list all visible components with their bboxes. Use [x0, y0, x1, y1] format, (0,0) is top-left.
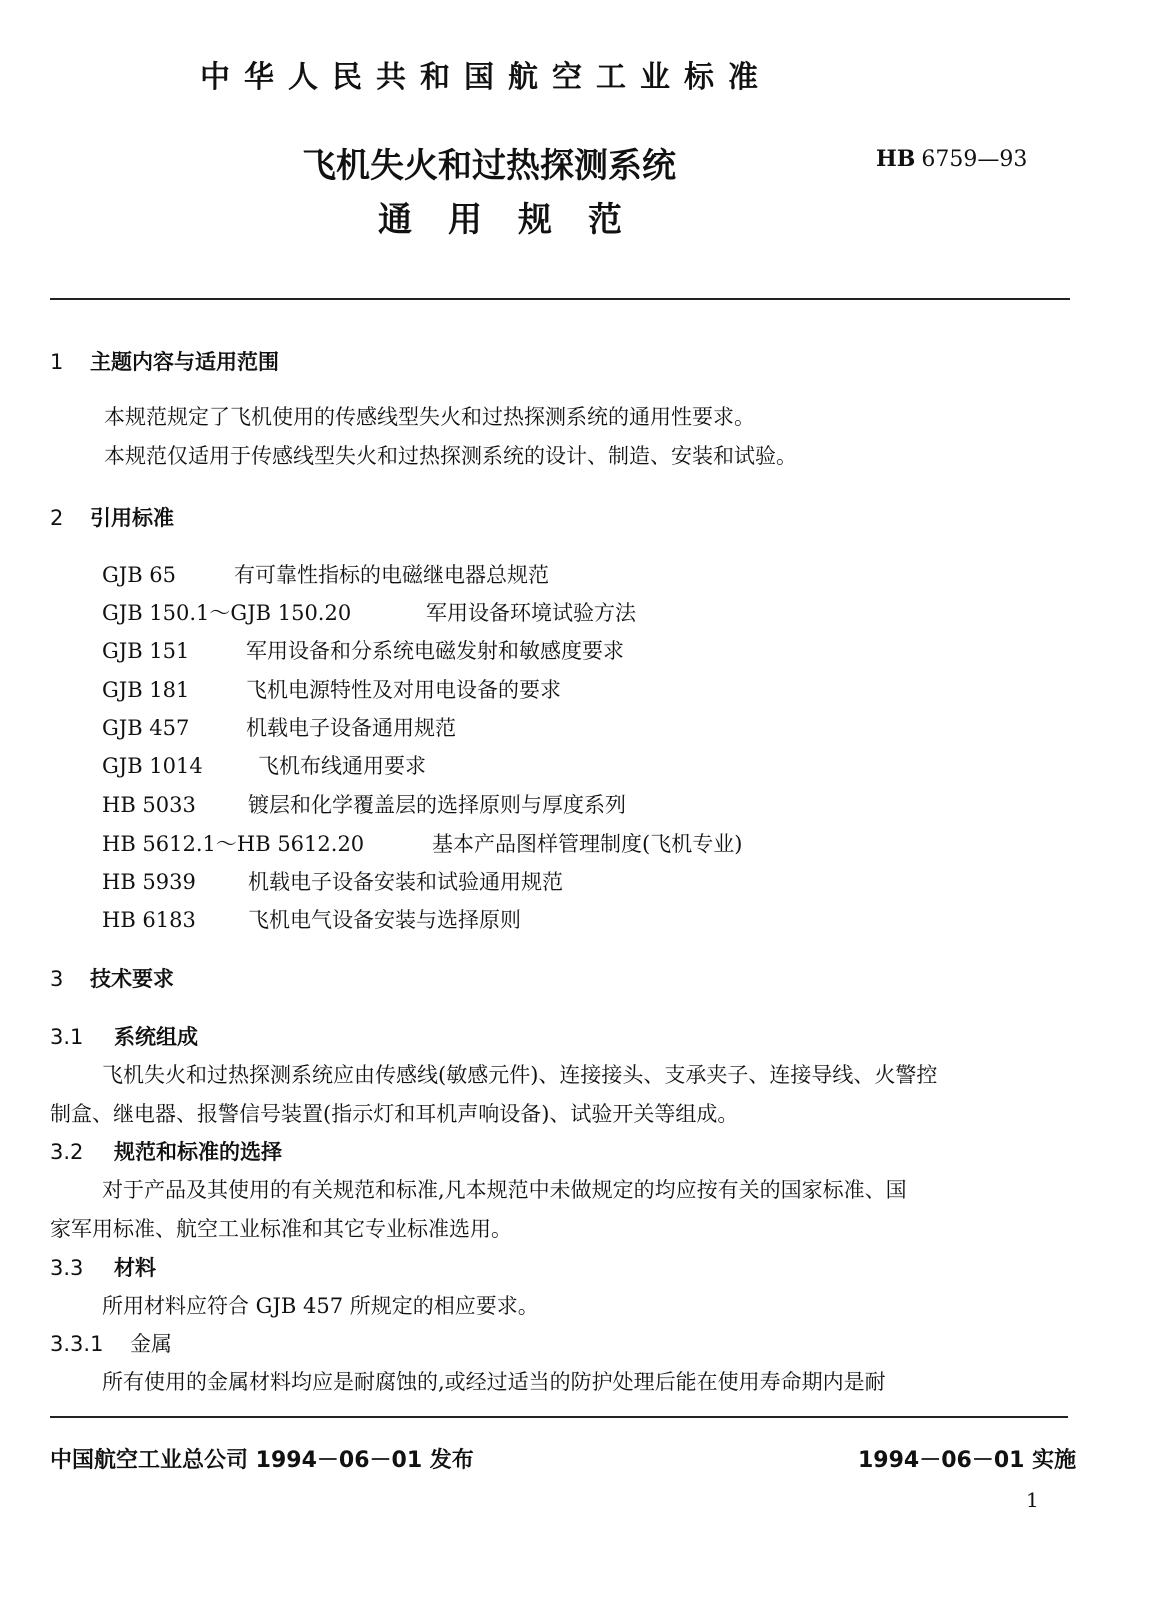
section-3-2-line-2: 家军用标准、航空工业标准和其它专业标准选用。	[50, 1217, 512, 1241]
section-1-number: 1	[50, 350, 64, 374]
section-3-1-number: 3.1	[50, 1025, 84, 1049]
reference-item	[102, 597, 636, 627]
section-3-3-1-title: 金属	[130, 1332, 172, 1356]
standard-organization: 中华人民共和国航空工业标准	[200, 60, 772, 95]
reference-title: 飞机电气设备安装与选择原则	[248, 908, 521, 932]
header-rule	[50, 298, 1070, 300]
section-1-title: 主题内容与适用范围	[90, 350, 279, 374]
section-3-2-title: 规范和标准的选择	[114, 1140, 282, 1164]
reference-title: 基本产品图样管理制度(飞机专业)	[432, 832, 743, 856]
section-3-3-1-heading	[50, 1328, 172, 1358]
reference-item	[102, 559, 549, 589]
reference-item	[102, 750, 426, 780]
section-2-heading	[50, 502, 174, 532]
reference-title: 军用设备和分系统电磁发射和敏感度要求	[246, 639, 624, 663]
reference-item	[102, 789, 626, 819]
reference-code: GJB 151	[102, 639, 190, 663]
document-title-line1: 飞机失火和过热探测系统	[302, 146, 676, 186]
section-3-1-line-1: 飞机失火和过热探测系统应由传感线(敏感元件)、连接接头、支承夹子、连接导线、火警控	[102, 1063, 938, 1087]
reference-item	[102, 712, 456, 742]
standard-code: 6759—93	[921, 147, 1028, 172]
reference-title: 飞机布线通用要求	[258, 754, 426, 778]
section-1-heading	[50, 346, 279, 376]
issue-statement: 中国航空工业总公司 1994－06－01 发布	[50, 1448, 474, 1473]
section-2-number: 2	[50, 506, 64, 530]
section-3-3-1-line-1: 所有使用的金属材料均应是耐腐蚀的,或经过适当的防护处理后能在使用寿命期内是耐	[102, 1370, 886, 1394]
section-3-3-1-number: 3.3.1	[50, 1332, 104, 1356]
reference-code: GJB 457	[102, 716, 190, 740]
section-3-3-heading	[50, 1252, 156, 1282]
reference-title: 机载电子设备通用规范	[246, 716, 456, 740]
section-3-2-heading	[50, 1136, 282, 1166]
reference-code: GJB 65	[102, 563, 177, 587]
reference-code: GJB 150.1～GJB 150.20	[102, 601, 352, 625]
reference-code: HB 6183	[102, 908, 196, 932]
reference-code: HB 5612.1～HB 5612.20	[102, 832, 365, 856]
reference-item	[102, 828, 742, 858]
footer-rule	[50, 1416, 1068, 1418]
section-3-3-title: 材料	[114, 1256, 156, 1280]
reference-code: HB 5033	[102, 793, 196, 817]
standard-prefix: HB	[876, 146, 916, 172]
effective-statement: 1994－06－01 实施	[858, 1448, 1077, 1473]
reference-code: GJB 1014	[102, 754, 203, 778]
section-3-heading	[50, 963, 174, 993]
reference-title: 有可靠性指标的电磁继电器总规范	[234, 563, 549, 587]
reference-item	[102, 674, 561, 704]
reference-code: HB 5939	[102, 870, 196, 894]
reference-code: GJB 181	[102, 678, 190, 702]
section-3-number: 3	[50, 967, 64, 991]
reference-title: 军用设备环境试验方法	[426, 601, 636, 625]
section-3-2-line-1: 对于产品及其使用的有关规范和标准,凡本规范中未做规定的均应按有关的国家标准、国	[102, 1178, 907, 1202]
section-3-2-number: 3.2	[50, 1140, 84, 1164]
reference-item	[102, 866, 563, 896]
section-2-title: 引用标准	[90, 506, 174, 530]
document-title-line2: 通用规范	[378, 200, 658, 240]
section-3-3-line-1: 所用材料应符合 GJB 457 所规定的相应要求。	[102, 1294, 539, 1318]
reference-item	[102, 904, 521, 934]
section-1-paragraph-1: 本规范规定了飞机使用的传感线型失火和过热探测系统的通用性要求。	[104, 405, 755, 429]
reference-title: 镀层和化学覆盖层的选择原则与厚度系列	[248, 793, 626, 817]
section-3-title: 技术要求	[90, 967, 174, 991]
reference-title: 机载电子设备安装和试验通用规范	[248, 870, 563, 894]
section-3-1-line-2: 制盒、继电器、报警信号装置(指示灯和耳机声响设备)、试验开关等组成。	[50, 1102, 739, 1126]
section-3-1-heading	[50, 1021, 198, 1051]
reference-title: 飞机电源特性及对用电设备的要求	[246, 678, 561, 702]
standard-number	[876, 146, 1027, 172]
reference-item	[102, 635, 624, 665]
section-3-1-title: 系统组成	[114, 1025, 198, 1049]
page-number: 1	[1026, 1488, 1039, 1512]
section-1-paragraph-2: 本规范仅适用于传感线型失火和过热探测系统的设计、制造、安装和试验。	[104, 444, 797, 468]
section-3-3-number: 3.3	[50, 1256, 84, 1280]
